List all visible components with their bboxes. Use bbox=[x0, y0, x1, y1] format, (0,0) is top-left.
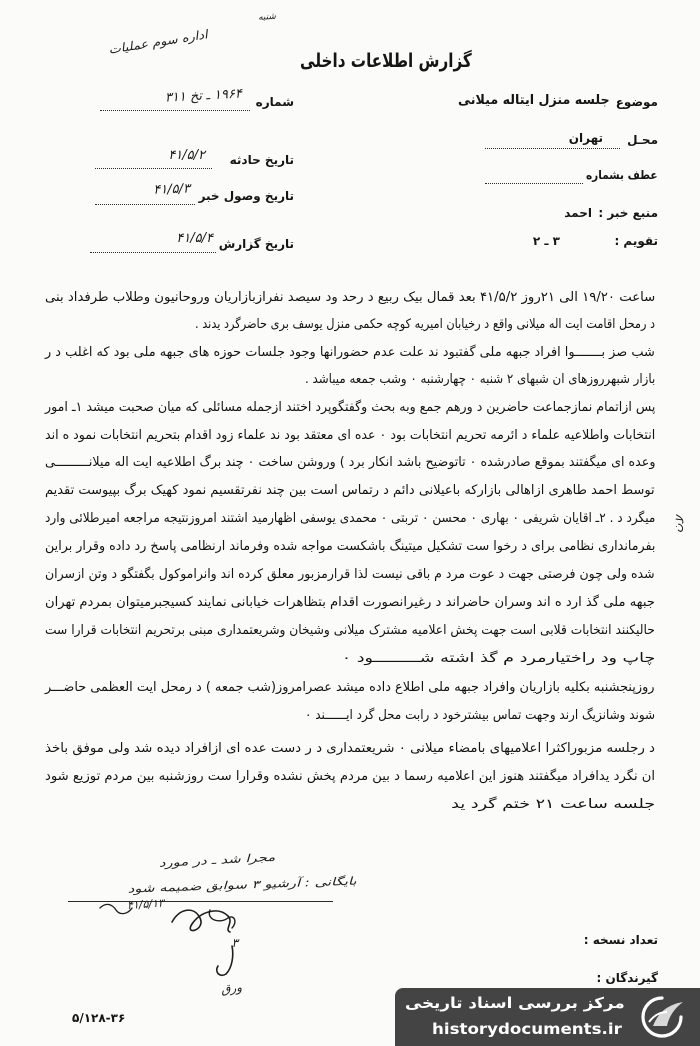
body-line bbox=[340, 649, 655, 669]
archive-date-text: ۴۱/۵/۱۳ bbox=[126, 896, 165, 913]
dotted-leader bbox=[90, 252, 216, 253]
body-line-text: ان نگرد یدافراد میگفتند هنوز این اعلامیه رسما د بین مردم پخش نشده وقرارا ست روزشنبه بین مردم توزیع شود bbox=[44, 769, 655, 784]
place-value bbox=[555, 128, 603, 148]
top-office-note bbox=[107, 24, 209, 59]
body-line-text: شوند وشانزیگ ارند وجهت تماس بیشترخود د رابت محل گرد ایــــــند ۰ bbox=[304, 708, 655, 723]
subject-label-text: موضوع bbox=[615, 95, 658, 109]
page-mark bbox=[207, 977, 243, 1000]
number-label bbox=[254, 92, 294, 112]
recipients-label bbox=[573, 968, 658, 988]
incident-date-value-text: ۴۱/۵/۲ bbox=[168, 148, 205, 163]
archive-code bbox=[72, 1008, 154, 1028]
body-line-text: ساعت ۱۹/۲۰ الی ۲۱روز ۴۱/۵/۲ بعد قمال بیک ربیع د رحد ود سیصد نفرازبازاریان وروحانیون وطلاب طرفداد بنی bbox=[44, 290, 655, 305]
source-value-text: احمد bbox=[564, 206, 592, 220]
rating-value bbox=[505, 231, 560, 251]
body-line bbox=[45, 767, 655, 787]
watermark-banner bbox=[395, 988, 700, 1046]
dotted-leader bbox=[485, 183, 583, 184]
subject-value bbox=[458, 91, 610, 111]
place-value-text: تهران bbox=[568, 131, 603, 145]
source-label-text: منبع خبر : bbox=[598, 206, 658, 220]
body-line-text: شب صز بـــــــوا افراد جبهه ملی گفتبود ند علت عدم حضورانها وجود جلسات حوزه های جبهه ملی بود که اغلب د ر bbox=[45, 345, 655, 360]
recipients-label-text: گیرندگان : bbox=[596, 971, 658, 985]
reference-label-text: عطف بشماره bbox=[586, 168, 658, 182]
body-line bbox=[45, 453, 655, 473]
approval-note-text: مجرا شد ـ در مورد bbox=[158, 850, 276, 870]
subject-value-text: جلسه منزل ایتاله میلانی bbox=[458, 93, 610, 108]
page-title bbox=[300, 49, 472, 73]
body-line bbox=[45, 593, 655, 613]
received-date-value-text: ۴۱/۵/۳ bbox=[153, 181, 191, 198]
page-title-text: گزارش اطلاعات داخلی bbox=[300, 50, 472, 72]
body-line-text: میگرد د . ۲ـ اقایان شریفی ۰ بهاری ۰ محسن ۰ تربتی ۰ محمدی یوسفی اظهارمید اشتند امروزنتیجه مراجعه امیرطلائی وارد bbox=[44, 511, 655, 526]
top-office-text: اداره سوم عملیات bbox=[107, 27, 209, 57]
report-date-label bbox=[219, 234, 294, 254]
body-line-text: پس ازاتمام نمازجماعت حاضرین د ورهم جمع وبه بحث وگفتگوپرد اختند ازجمله مسائلی که میان صحبت میشد ۱ـ امور bbox=[44, 400, 656, 415]
number-label-text: شماره bbox=[255, 95, 294, 109]
place-label-text: محـل bbox=[627, 133, 658, 147]
dotted-leader bbox=[485, 148, 620, 149]
body-line-text: جلسه ساعت ۲۱ ختم گرد ید bbox=[450, 797, 655, 812]
report-date-label-text: تاریخ گزارش bbox=[218, 237, 294, 251]
body-line-text: د رجلسه مزبوراکثرا اعلامیهای بامضاء میلانی ۰ شریعتمداری د ر دست عده ای ازافراد دیده شد ولی موفق باخذ bbox=[44, 741, 655, 756]
sheet-mark bbox=[222, 933, 238, 953]
received-date-label-text: تاریخ وصول خبر bbox=[198, 189, 294, 203]
body-line-text: وعده ای میگفتند بموقع صادرشده ۰ تاتوضیح باشد انکار برد ) وروشن ساخت ۰ چند برگ اطلاعیه ایت اله میلانـــــــــی bbox=[44, 455, 655, 470]
copies-label-text: تعداد نسخه : bbox=[583, 933, 658, 947]
body-line bbox=[45, 288, 655, 308]
top-mark-text: شنبه bbox=[257, 11, 277, 23]
body-line bbox=[45, 398, 655, 418]
body-line-text: د رمحل اقامت ایت اله میلانی واقع د رخیابان امیریه کوچه حکمی منزل یوسف بری حاضرگرد یدند . bbox=[194, 317, 655, 332]
body-line-text: روزپنجشنبه بکلیه بازاریان وافراد جبهه ملی اطلاع داده میشد عصرامروز(شب جمعه ) د رمحل ایت العظمی حاضـــر bbox=[45, 680, 655, 695]
received-date-label bbox=[198, 186, 294, 206]
margin-note bbox=[662, 514, 691, 551]
body-line bbox=[45, 739, 655, 759]
number-value bbox=[110, 85, 243, 112]
body-line bbox=[45, 537, 655, 557]
body-line bbox=[305, 370, 655, 390]
archive-note-text: بایگانی : آرشیو ۳ سوابق ضمیمه شود bbox=[127, 874, 358, 896]
copies-label bbox=[563, 930, 658, 950]
sheet-mark-text: ۳ bbox=[231, 936, 238, 950]
dotted-leader bbox=[95, 204, 195, 205]
signature-stroke bbox=[100, 904, 132, 913]
body-line-text: حالیکنند انتخابات قلابی است جهت پخش اعلامیه مشترک میلانی وشیخان وشریعتمداری مبنی برتحریم انتخابات قرارا ست bbox=[45, 623, 655, 638]
watermark-site-text: historydocuments.ir bbox=[432, 1020, 622, 1038]
body-line bbox=[45, 621, 655, 641]
body-line-text: جبهه ملی گذ ارد ه اند وسران حاضراند د رغیرانصورت اقدام بتظاهرات خیابانی نمایند کسیجبرمیتوان بمردم تهران bbox=[45, 595, 655, 610]
dotted-leader bbox=[95, 168, 212, 169]
received-date-value bbox=[105, 180, 191, 203]
incident-date-label-text: تاریخ حادثه bbox=[229, 153, 294, 167]
margin-note-text: لان bbox=[669, 514, 688, 534]
body-line-text: شده ولی چون فرصتی جهت د عوت مرد م باقی نیست لذا قرارمزبور معلق کرده اند وانراموکول بگفتگو د وتن ازسران bbox=[45, 567, 655, 582]
source-label bbox=[596, 203, 658, 223]
archive-logo-icon bbox=[631, 992, 693, 1042]
watermark-org-text: مرکز بررسی اسناد تاریخی bbox=[405, 994, 625, 1012]
body-line bbox=[305, 706, 655, 726]
incident-date-label bbox=[214, 150, 294, 170]
incident-date-value bbox=[110, 146, 205, 166]
archive-code-text: ۵/۱۲۸-۳۶ bbox=[72, 1011, 126, 1025]
body-line bbox=[45, 678, 655, 698]
body-line-text: چاپ ود راختیارمرد م گذ اشته شـــــــــود ۰ bbox=[341, 651, 655, 666]
body-line-text: بازار شبهرروزهای ان شبهای ۲ شنبه ۰ چهارشنبه ۰ وشب جمعه میباشد . bbox=[304, 372, 655, 387]
body-line bbox=[45, 426, 655, 446]
rating-label-text: تقویم : bbox=[614, 234, 658, 248]
top-mark bbox=[239, 7, 276, 29]
body-line bbox=[398, 795, 655, 815]
reference-label bbox=[586, 165, 658, 185]
body-line-text: توسط احمد طاهری ازاهالی بازارکه باعیلانی دائم د رتماس است بین چند نفرتقسیم نمود کهیک برگ بپیوست تقدیم bbox=[45, 483, 655, 498]
source-value bbox=[550, 203, 592, 223]
report-date-value bbox=[145, 229, 213, 249]
body-line bbox=[195, 315, 655, 335]
page-mark-text: ورق bbox=[220, 980, 243, 997]
rating-label bbox=[610, 231, 658, 251]
rating-value-text: ۳ ـ ۲ bbox=[532, 234, 560, 248]
report-date-value-text: ۴۱/۵/۴ bbox=[176, 231, 213, 246]
subject-label bbox=[616, 92, 658, 112]
body-line bbox=[45, 343, 655, 363]
place-label bbox=[624, 130, 658, 150]
watermark-org bbox=[405, 993, 625, 1013]
body-line bbox=[45, 565, 655, 585]
number-value-text: ۱۹۶۴ ـ تخ ۳۱۱ bbox=[164, 86, 243, 106]
body-line-text: انتخابات واطلاعیه علماء د ائرمه تحریم انتخابات بود ۰ عده ای معتقد بود ند علماء زود اقدام بتحریم انتخابات نمود ه اند bbox=[44, 428, 655, 443]
body-line bbox=[45, 509, 655, 529]
watermark-site bbox=[432, 1019, 622, 1039]
body-line-text: بفرمانداری نظامی برای د رخوا ست تشکیل میتینگ باشکست مواجه شده وفرماند ارنظامی پاسخ رد داده وقرار براین bbox=[44, 539, 655, 554]
body-line bbox=[45, 481, 655, 501]
